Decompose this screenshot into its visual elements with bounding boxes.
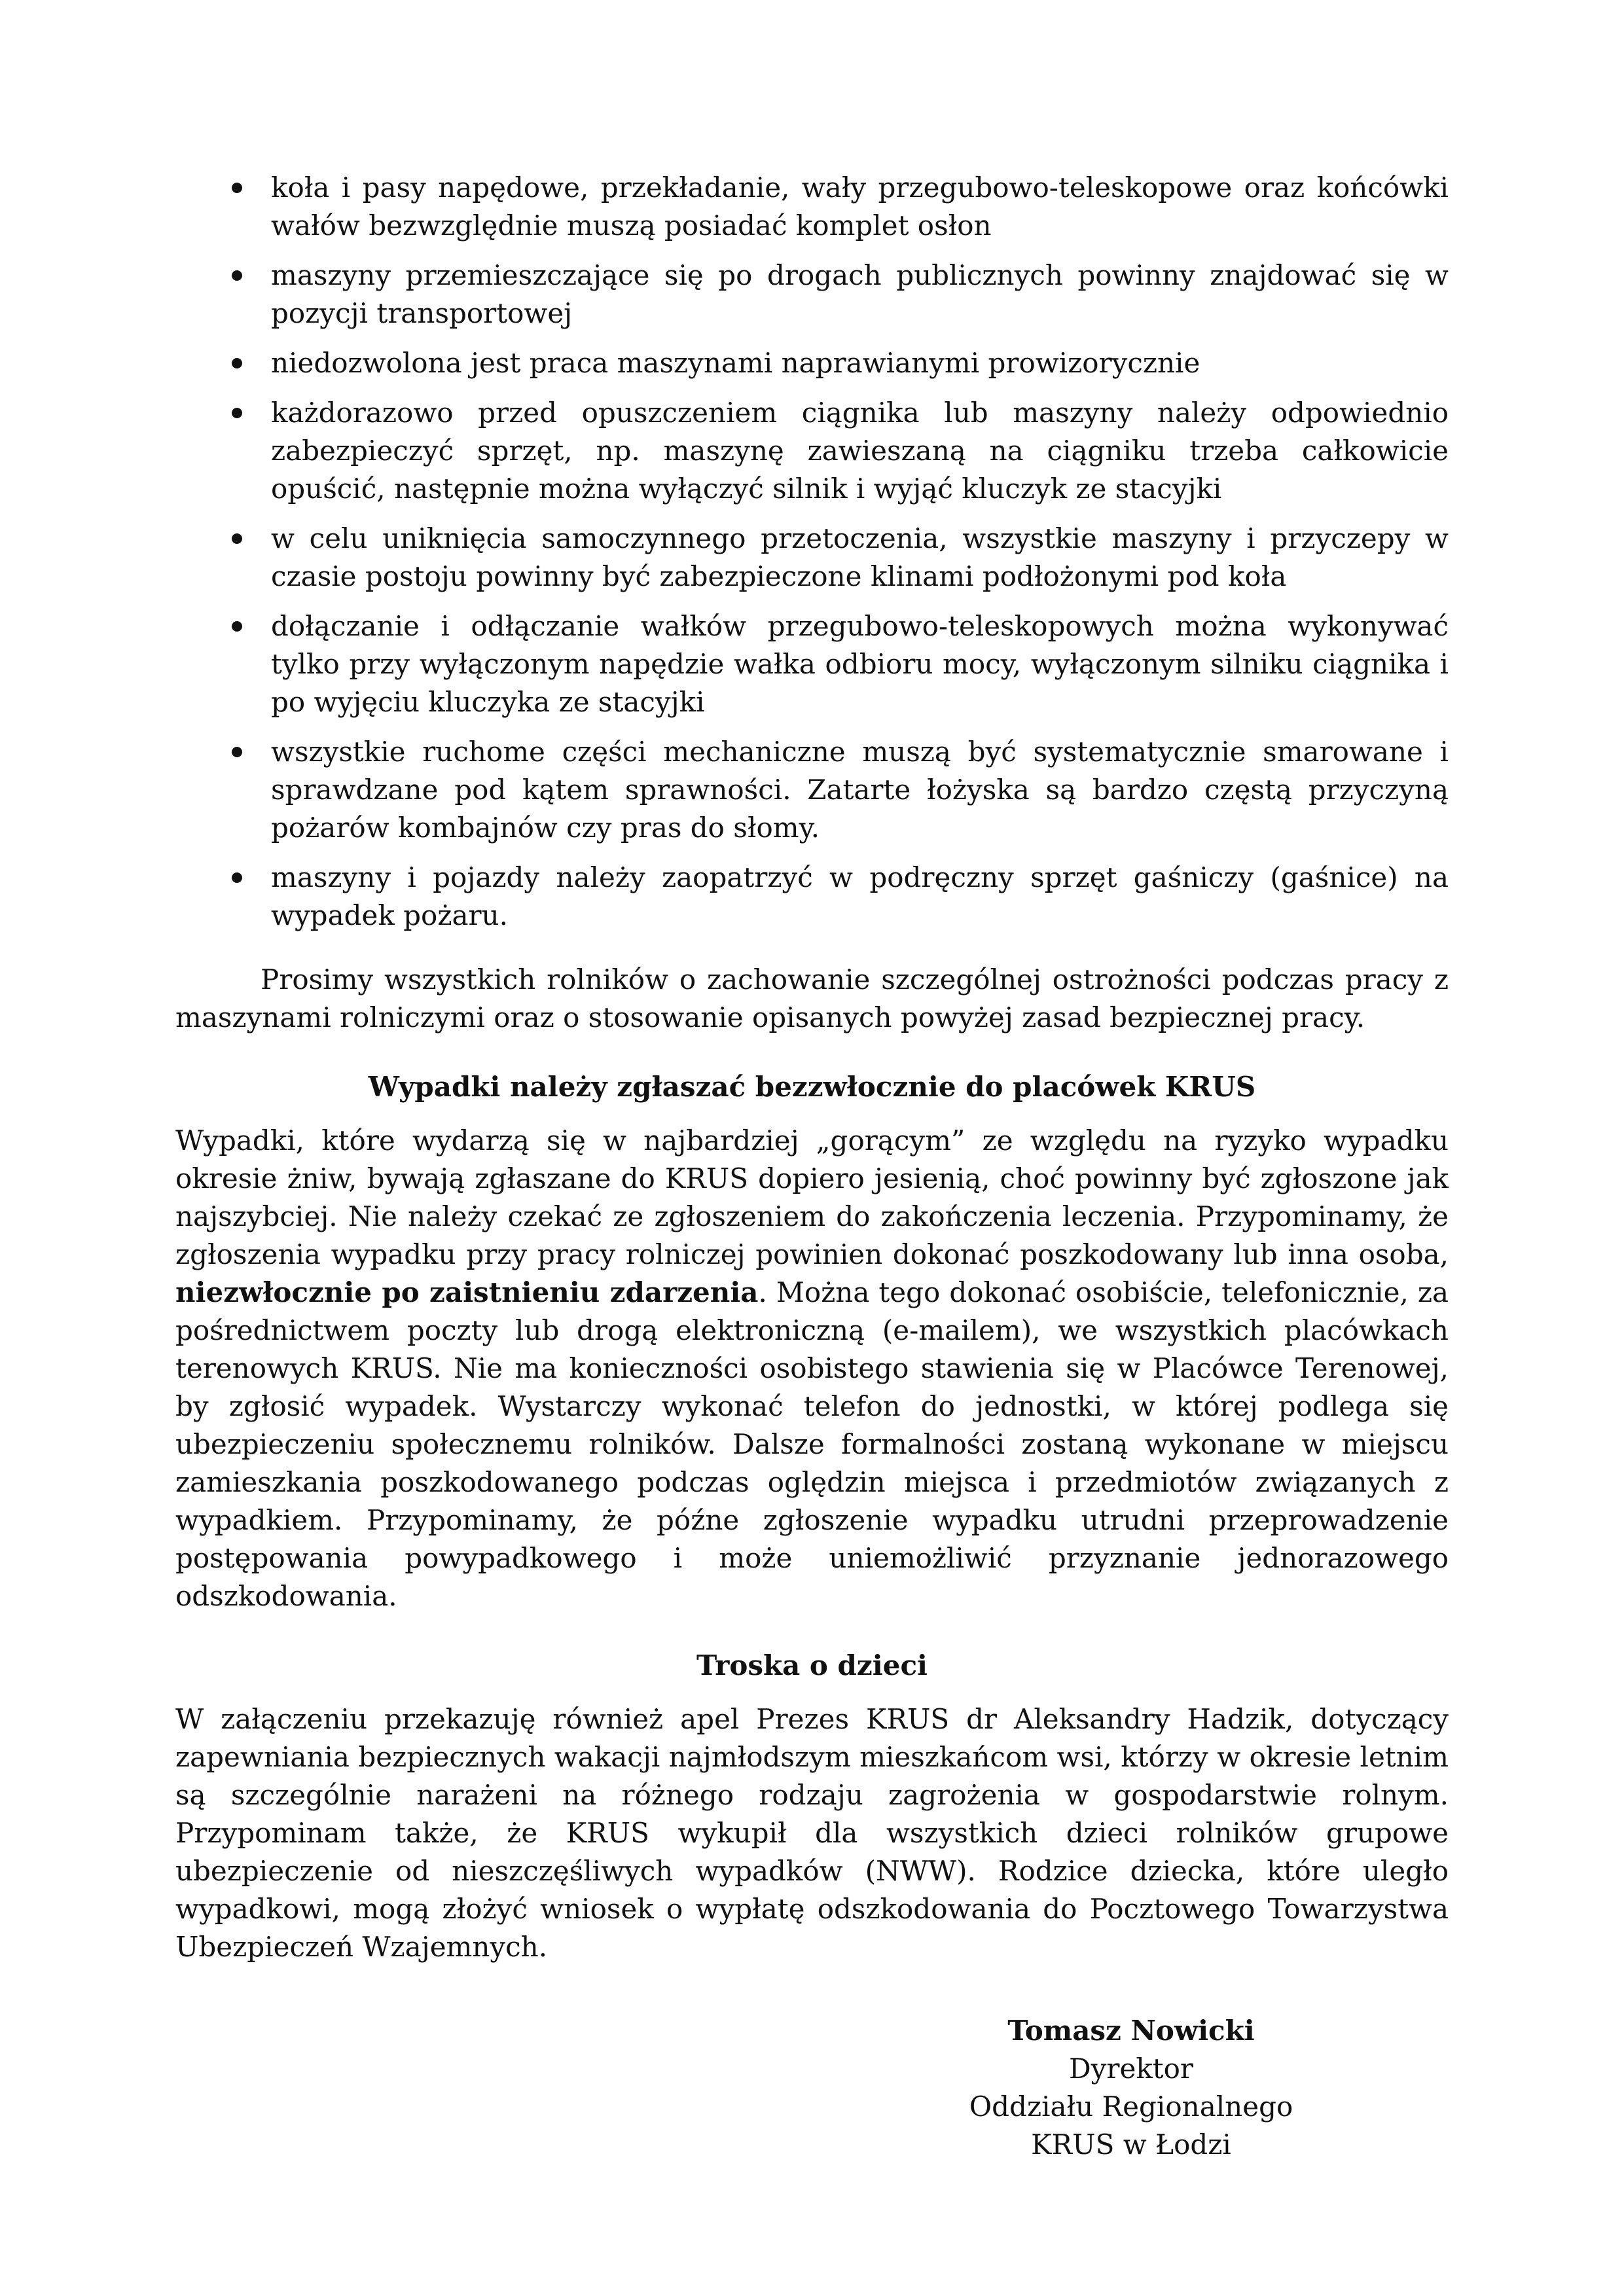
bullet-icon — [232, 408, 242, 418]
signatory-position: Dyrektor — [1068, 2053, 1194, 2085]
list-item — [175, 169, 1449, 245]
list-item-text: maszyny przemieszczające się po drogach publicznych powinny znajdować się w pozycji transportowej — [271, 259, 1449, 329]
signatory-unit: Oddziału Regionalnego — [969, 2090, 1293, 2123]
signatory-name: Tomasz Nowicki — [1007, 2015, 1255, 2047]
list-item-text: wszystkie ruchome części mechaniczne muszą być systematycznie smarowane i sprawdzane pod kątem sprawności. Zatarte łożyska są bardzo częstą przyczyną pożarów kombajnów czy pras do słomy. — [271, 736, 1449, 844]
accidents-paragraph — [175, 1122, 1449, 1615]
bullet-icon — [232, 747, 242, 757]
list-item — [175, 344, 1449, 382]
bullet-icon — [232, 270, 242, 281]
list-item — [175, 859, 1449, 935]
list-item-text: każdorazowo przed opuszczeniem ciągnika lub maszyny należy odpowiednio zabezpieczyć sprzęt, np. maszynę zawieszaną na ciągniku trzeba całkowicie opuścić, następnie można wyłączyć silnik i wyjąć kluczyk ze stacyjki — [271, 397, 1449, 505]
appeal-paragraph: Prosimy wszystkich rolników o zachowanie szczególnej ostrożności podczas pracy z maszynami rolniczymi oraz o stosowanie opisanych powyżej zasad bezpiecznej pracy. — [175, 963, 1449, 1033]
accidents-emphasis: niezwłocznie po zaistnieniu zdarzenia — [175, 1276, 759, 1308]
bullet-icon — [232, 358, 242, 368]
accidents-text-start: Wypadki, które wydarzą się w najbardziej „gorącym” ze względu na ryzyko wypadku okresie żniw, bywają zgłaszane do KRUS dopiero jesienią, choć powinny być zgłoszone jak najszybciej. Nie należy czekać ze zgłoszeniem do zakończenia leczenia. Przypominamy, że zgłoszenia wypadku przy pracy rolniczej powinien dokonać poszkodowany lub inna osoba, — [175, 1124, 1449, 1270]
list-item-text: maszyny i pojazdy należy zaopatrzyć w podręczny sprzęt gaśniczy (gaśnice) na wypadek pożaru. — [271, 861, 1449, 931]
bullet-icon — [232, 872, 242, 883]
children-heading: Troska o dzieci — [696, 1649, 928, 1681]
list-item-text: niedozwolona jest praca maszynami naprawianymi prowizorycznie — [271, 347, 1200, 379]
list-item — [175, 394, 1449, 508]
signature-block — [935, 2012, 1327, 2164]
list-item — [175, 257, 1449, 332]
list-item-text: dołączanie i odłączanie wałków przegubowo-teleskopowych można wykonywać tylko przy wyłączonym napędzie wałka odbioru mocy, wyłączonym silniku ciągnika i po wyjęciu kluczyka ze stacyjki — [271, 610, 1449, 718]
list-item — [175, 520, 1449, 596]
children-paragraph: W załączeniu przekazuję również apel Prezes KRUS dr Aleksandry Hadzik, dotyczący zapewniania bezpiecznych wakacji najmłodszym mieszkańcom wsi, którzy w okresie letnim są szczególnie narażeni na różnego rodzaju zagrożenia w gospodarstwie rolnym. Przypominam także, że KRUS wykupił dla wszystkich dzieci rolników grupowe ubezpieczenie od nieszczęśliwych wypadków (NWW). Rodzice dziecka, które uległo wypadkowi, mogą złożyć wniosek o wypłatę odszkodowania do Pocztowego Towarzystwa Ubezpieczeń Wzajemnych. — [175, 1703, 1449, 1963]
list-item — [175, 607, 1449, 721]
signatory-office: KRUS w Łodzi — [1031, 2128, 1231, 2161]
bullet-icon — [232, 183, 242, 193]
bullet-icon — [232, 621, 242, 632]
list-item-text: w celu uniknięcia samoczynnego przetoczenia, wszystkie maszyny i przyczepy w czasie postoju powinny być zabezpieczone klinami podłożonymi pod koła — [271, 522, 1449, 592]
accidents-text-end: . Można tego dokonać osobiście, telefonicznie, za pośrednictwem poczty lub drogą elektroniczną (e-mailem), we wszystkich placówkach terenowych KRUS. Nie ma konieczności osobistego stawienia się w Placówce Terenowej, by zgłosić wypadek. Wystarczy wykonać telefon do jednostki, w której podlega się ubezpieczeniu społecznemu rolników. Dalsze formalności zostaną wykonane w miejscu zamieszkania poszkodowanego podczas oględzin miejsca i przedmiotów związanych z wypadkiem. Przypominamy, że późne zgłoszenie wypadku utrudni przeprowadzenie postępowania powypadkowego i może uniemożliwić przyznanie jednorazowego odszkodowania. — [175, 1276, 1449, 1612]
list-item-text: koła i pasy napędowe, przekładanie, wały przegubowo-teleskopowe oraz końcówki wałów bezwzględnie muszą posiadać komplet osłon — [271, 171, 1449, 242]
safety-rules-list — [175, 169, 1449, 935]
list-item — [175, 733, 1449, 847]
bullet-icon — [232, 533, 242, 544]
accidents-heading: Wypadki należy zgłaszać bezzwłocznie do placówek KRUS — [368, 1071, 1256, 1103]
